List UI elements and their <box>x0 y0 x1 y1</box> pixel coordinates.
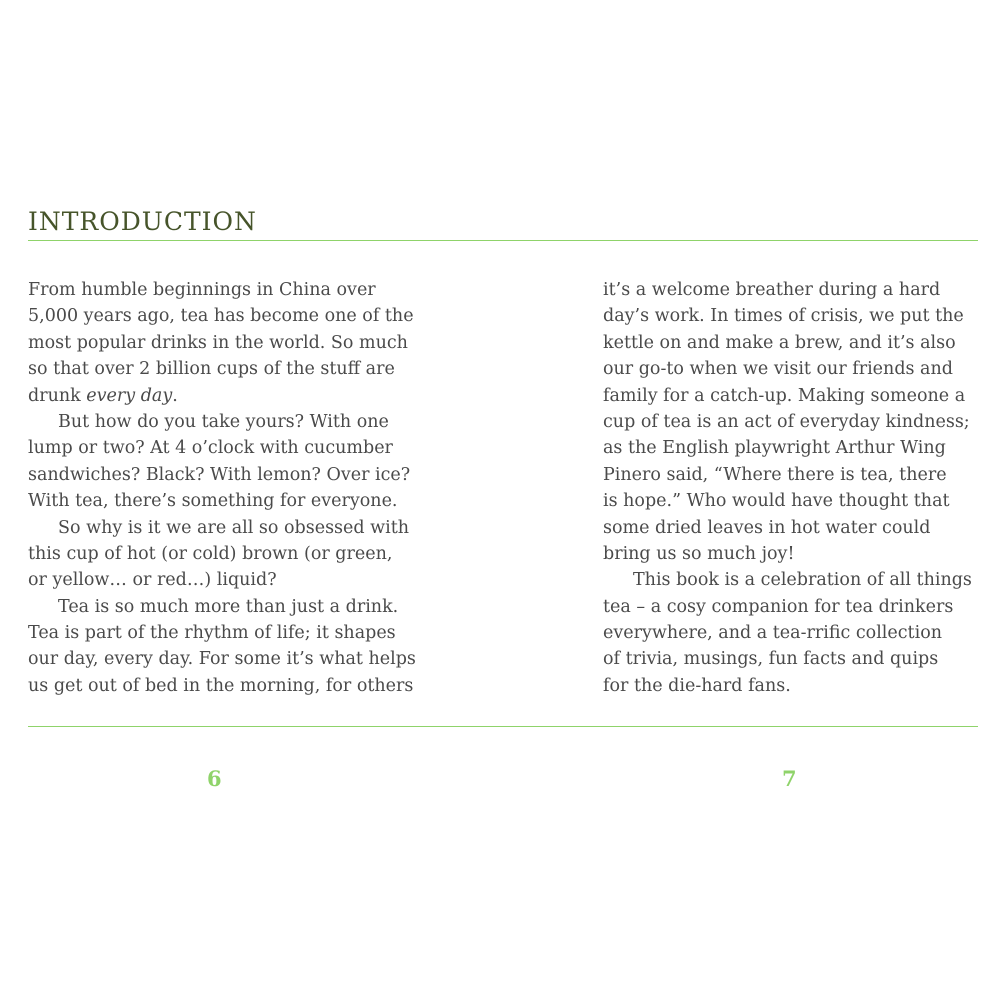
text-line: some dried leaves in hot water could <box>603 517 931 538</box>
page-number-left: 6 <box>207 766 222 791</box>
text-line-emphasis <box>28 383 428 409</box>
text-line: cup of tea is an act of everyday kindness; <box>603 411 970 432</box>
text-line: From humble beginnings in China over <box>28 280 376 300</box>
text-fragment: . <box>172 385 178 406</box>
italic-text: every day <box>86 385 173 406</box>
text-line: our go-to when we visit our friends and <box>603 359 953 380</box>
paragraph-start-line: This book is a celebration of all things <box>633 570 972 591</box>
top-divider <box>28 240 978 241</box>
text-line: Pinero said, “Where there is tea, there <box>603 464 947 485</box>
bottom-divider <box>28 726 978 727</box>
text-line: Tea is part of the rhythm of life; it shapes <box>28 623 396 644</box>
paragraph-start-line: Tea is so much more than just a drink. <box>58 596 399 617</box>
text-line: bring us so much joy! <box>603 543 795 564</box>
page-number-right: 7 <box>782 766 797 791</box>
text-line: most popular drinks in the world. So much <box>28 332 408 353</box>
text-fragment: drunk <box>28 385 87 406</box>
text-line: our day, every day. For some it’s what helps <box>28 649 416 670</box>
text-line: this cup of hot (or cold) brown (or green, <box>28 543 393 564</box>
left-page-text <box>28 277 428 699</box>
text-line: day’s work. In times of crisis, we put the <box>603 306 964 327</box>
text-line: everywhere, and a tea-rrific collection <box>603 623 942 644</box>
text-line: is hope.” Who would have thought that <box>603 491 950 512</box>
text-line: kettle on and make a brew, and it’s also <box>603 332 956 353</box>
right-page-text <box>603 277 983 699</box>
text-line: sandwiches? Black? With lemon? Over ice? <box>28 464 411 485</box>
paragraph-start-line: So why is it we are all so obsessed with <box>58 517 410 538</box>
text-line: tea – a cosy companion for tea drinkers <box>603 596 954 617</box>
section-heading: INTRODUCTION <box>28 207 257 236</box>
text-line: so that over 2 billion cups of the stuff are <box>28 359 395 380</box>
text-line: lump or two? At 4 o’clock with cucumber <box>28 438 393 459</box>
text-line: it’s a welcome breather during a hard <box>603 280 941 300</box>
text-line: us get out of bed in the morning, for others <box>28 675 414 696</box>
text-line: as the English playwright Arthur Wing <box>603 438 946 459</box>
text-line: or yellow… or red…) liquid? <box>28 570 277 591</box>
text-line: family for a catch-up. Making someone a <box>603 385 966 406</box>
text-line: for the die-hard fans. <box>603 675 791 696</box>
paragraph-start-line: But how do you take yours? With one <box>58 411 389 432</box>
text-line: 5,000 years ago, tea has become one of the <box>28 306 414 327</box>
text-line: of trivia, musings, fun facts and quips <box>603 649 939 670</box>
text-line: With tea, there’s something for everyone. <box>28 491 398 512</box>
